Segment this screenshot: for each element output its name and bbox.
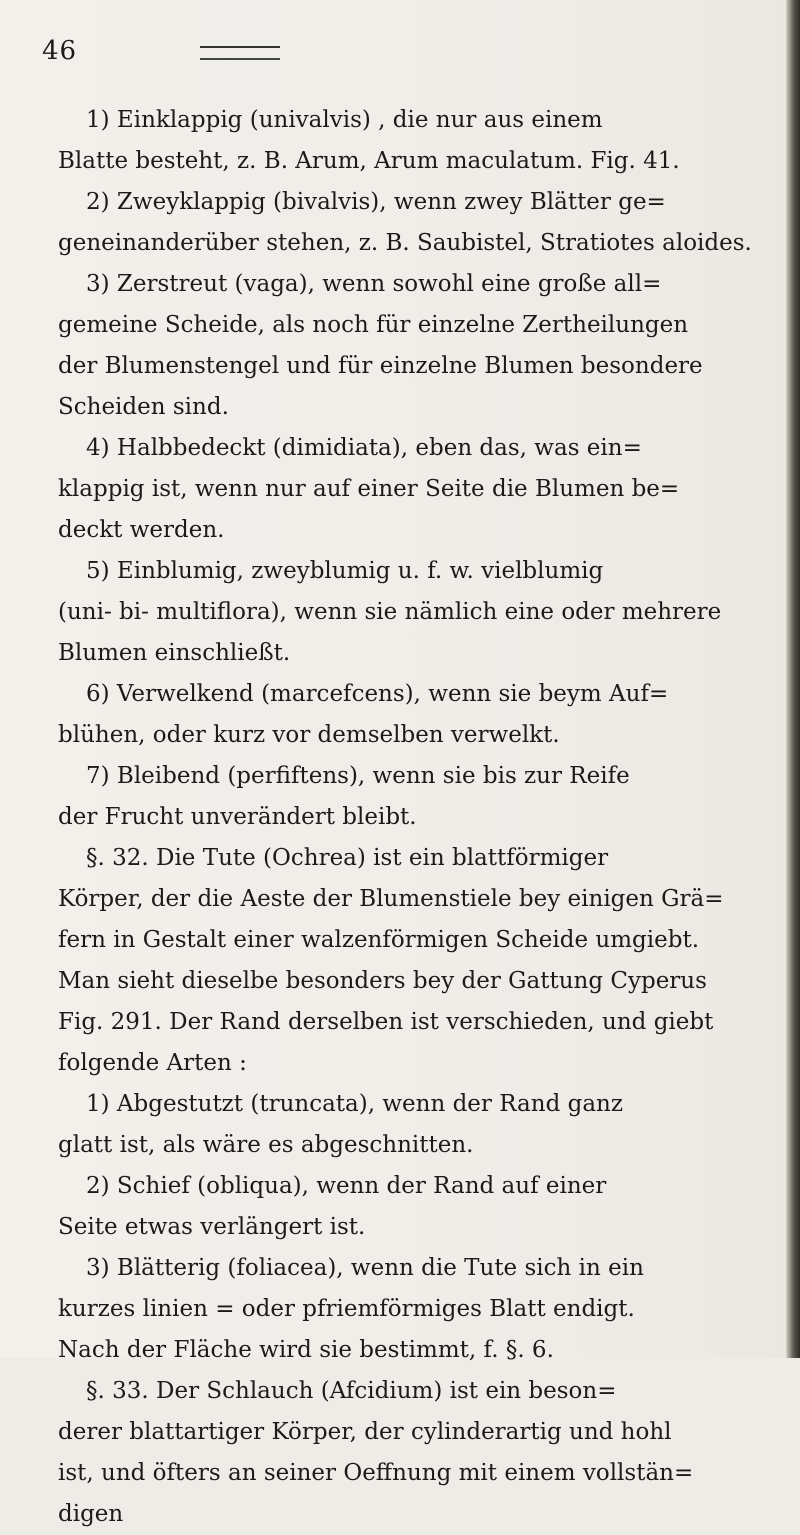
text-line: 3) Zerstreut (vaga), wenn sowohl eine große all= <box>86 271 662 297</box>
text-line: digen <box>58 1501 124 1527</box>
text-line: derer blattartiger Körper, der cylinderartig und hohl <box>58 1419 672 1445</box>
text-line: Körper, der die Aeste der Blumenstiele bey einigen Grä= <box>58 886 724 912</box>
body-text <box>58 100 773 1535</box>
text-line: 3) Blätterig (foliacea), wenn die Tute sich in ein <box>86 1255 644 1281</box>
text-line: Fig. 291. Der Rand derselben ist verschieden, und giebt <box>58 1009 714 1035</box>
header-rule <box>200 46 280 60</box>
text-line: 5) Einblumig, zweyblumig u. f. w. vielblumig <box>86 558 604 584</box>
page-edge-shadow <box>786 0 800 1358</box>
text-line: 2) Zweyklappig (bivalvis), wenn zwey Blätter ge= <box>86 189 666 215</box>
text-line: 1) Einklappig (univalvis) , die nur aus einem <box>86 107 603 133</box>
text-line: 7) Bleibend (perfiftens), wenn sie bis zur Reife <box>86 763 630 789</box>
text-line: glatt ist, als wäre es abgeschnitten. <box>58 1132 474 1158</box>
text-line: geneinanderüber stehen, z. B. Saubistel, Stratiotes aloides. <box>58 230 752 256</box>
text-line: der Frucht unverändert bleibt. <box>58 804 417 830</box>
text-line: Blumen einschließt. <box>58 640 291 666</box>
text-line: kurzes linien = oder pfriemförmiges Blatt endigt. <box>58 1296 635 1322</box>
text-line: gemeine Scheide, als noch für einzelne Zertheilungen <box>58 312 689 338</box>
text-line: 2) Schief (obliqua), wenn der Rand auf einer <box>86 1173 607 1199</box>
text-line: Seite etwas verlängert ist. <box>58 1214 366 1240</box>
text-line: (uni- bi- multiflora), wenn sie nämlich eine oder mehrere <box>58 599 722 625</box>
text-line: Man sieht dieselbe besonders bey der Gattung Cyperus <box>58 968 707 994</box>
text-line: §. 32. Die Tute (Ochrea) ist ein blattförmiger <box>86 845 609 871</box>
text-line: klappig ist, wenn nur auf einer Seite die Blumen be= <box>58 476 680 502</box>
text-line: fern in Gestalt einer walzenförmigen Scheide umgiebt. <box>58 927 700 953</box>
text-line: 6) Verwelkend (marcefcens), wenn sie beym Auf= <box>86 681 669 707</box>
text-line: blühen, oder kurz vor demselben verwelkt. <box>58 722 560 748</box>
text-line: Nach der Fläche wird sie bestimmt, f. §. 6. <box>58 1337 554 1363</box>
text-line: Scheiden sind. <box>58 394 229 420</box>
text-line: der Blumenstengel und für einzelne Blumen besondere <box>58 353 703 379</box>
text-line: §. 33. Der Schlauch (Afcidium) ist ein beson= <box>86 1378 617 1404</box>
page-number: 46 <box>42 36 78 66</box>
text-line: ist, und öfters an seiner Oeffnung mit einem vollstän= <box>58 1460 694 1486</box>
text-line: Blatte besteht, z. B. Arum, Arum maculatum. Fig. 41. <box>58 148 680 174</box>
text-line: folgende Arten : <box>58 1050 247 1076</box>
text-line: 1) Abgestutzt (truncata), wenn der Rand ganz <box>86 1091 623 1117</box>
text-line: 4) Halbbedeckt (dimidiata), eben das, was ein= <box>86 435 642 461</box>
text-line: deckt werden. <box>58 517 225 543</box>
